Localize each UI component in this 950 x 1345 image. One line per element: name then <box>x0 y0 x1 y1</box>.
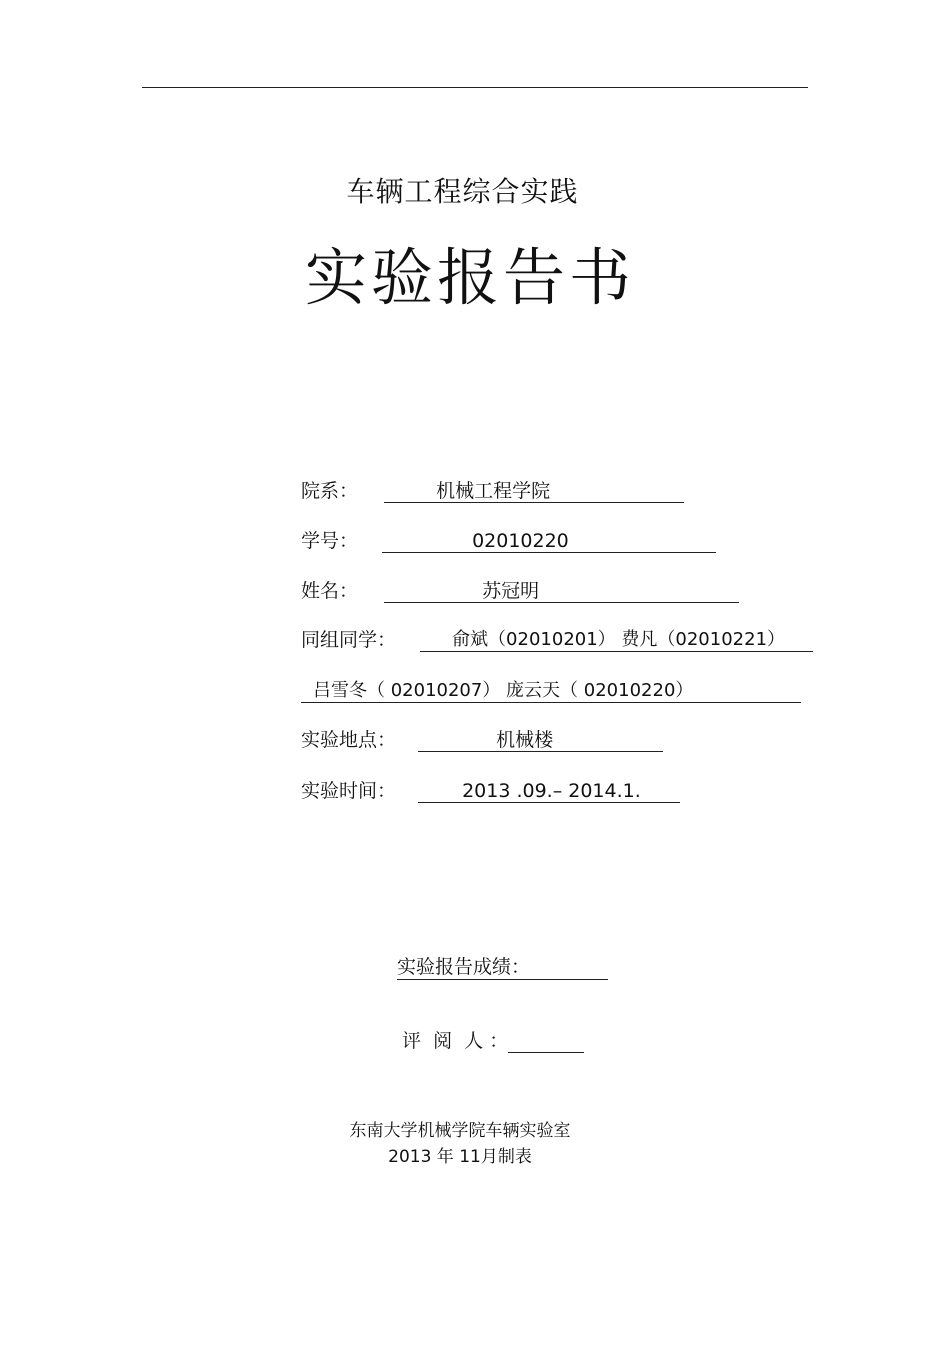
period-label: 实验时间： <box>301 780 397 802</box>
score-label: 实验报告成绩： <box>397 956 531 978</box>
period-value: 2013 .09.– 2014.1. <box>418 780 680 803</box>
groupmates-line1: 俞斌（02010201） 费凡（02010221） <box>420 629 813 652</box>
student-id-label: 学号： <box>301 530 359 552</box>
groupmates-row <box>301 628 813 652</box>
reviewer-row <box>402 1029 584 1053</box>
groupmates-label: 同组同学： <box>301 629 397 651</box>
footer-institution: 东南大学机械学院车辆实验室 <box>349 1121 571 1141</box>
name-row <box>301 579 739 603</box>
location-row <box>301 728 663 752</box>
name-label: 姓名： <box>301 580 359 602</box>
reviewer-blank <box>508 1052 584 1053</box>
score-blank <box>530 979 608 980</box>
course-subject: 车辆工程综合实践 <box>346 175 579 208</box>
location-value: 机械楼 <box>418 729 663 752</box>
department-label: 院系： <box>301 480 359 502</box>
name-value: 苏冠明 <box>384 580 739 603</box>
report-title: 实验报告书 <box>305 241 636 314</box>
student-id-value: 02010220 <box>382 530 716 553</box>
groupmates-row-2 <box>301 679 801 703</box>
location-label: 实验地点： <box>301 729 397 751</box>
top-rule <box>142 87 808 88</box>
period-row <box>301 779 680 803</box>
department-value: 机械工程学院 <box>384 480 684 503</box>
reviewer-label: 评 阅 人 ： <box>402 1030 509 1052</box>
student-id-row <box>301 529 716 553</box>
footer-date: 2013 年 11月制表 <box>388 1147 532 1167</box>
score-row <box>397 955 608 980</box>
department-row <box>301 479 684 503</box>
groupmates-line2: 吕雪冬（ 02010207） 庞云天（ 02010220） <box>301 680 801 703</box>
